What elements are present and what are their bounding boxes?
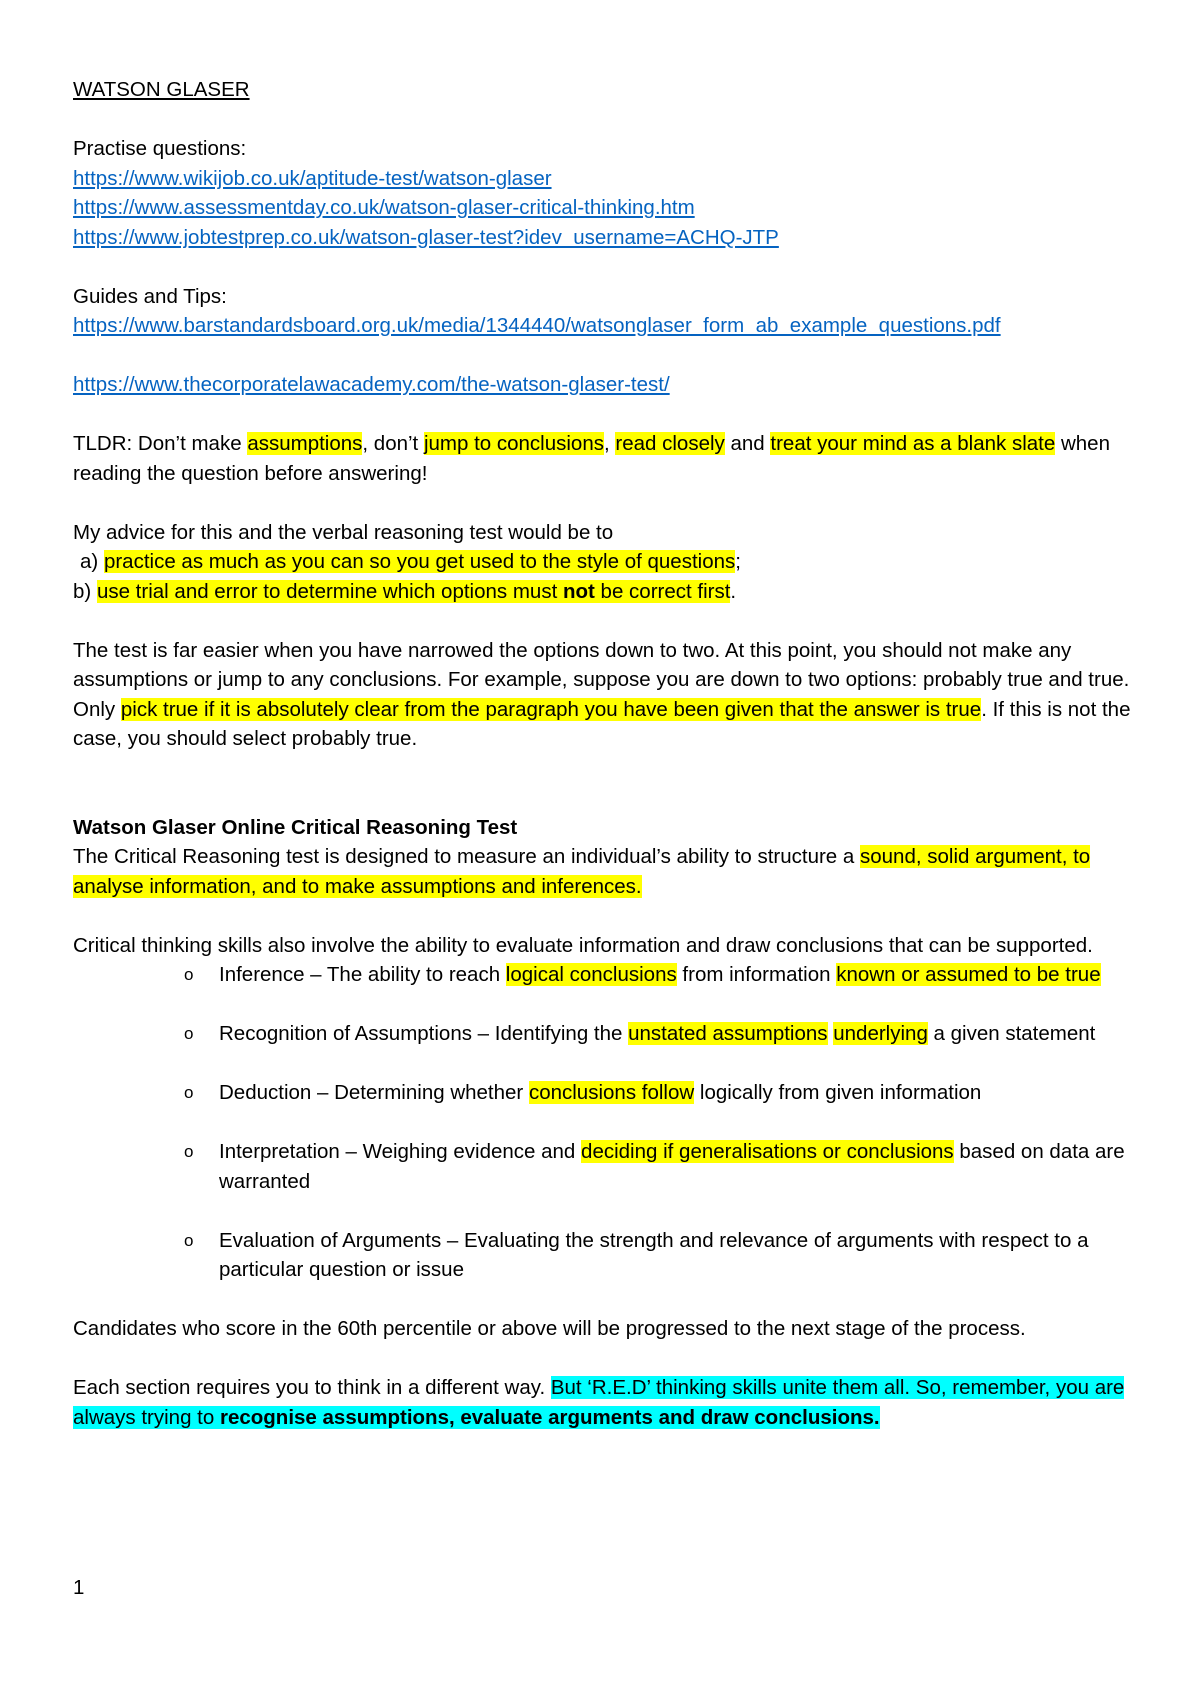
bullet-icon: o	[184, 965, 194, 984]
advice-item-b: b) use trial and error to determine which options must not be correct first.	[73, 579, 737, 603]
critical-reasoning-paragraph: The Critical Reasoning test is designed to measure an individual’s ability to structure a sound, solid argument, to analyse information, and to make assumptions and inferences.	[73, 845, 1091, 898]
link-wikijob[interactable]: https://www.wikijob.co.uk/aptitude-test/watson-glaser	[73, 166, 552, 190]
page-number: 1	[73, 1576, 85, 1599]
highlight-assumptions: assumptions	[247, 432, 363, 455]
document-page	[73, 75, 1143, 1432]
skills-intro: Critical thinking skills also involve the ability to evaluate information and draw conclusions that can be supported.	[73, 933, 1093, 957]
highlight-underlying: underlying	[833, 1022, 928, 1045]
highlight-pick-true: pick true if it is absolutely clear from the paragraph you have been given that the answer is true	[120, 697, 982, 721]
list-item-evaluation: o Evaluation of Arguments – Evaluating the strength and relevance of arguments with respect to a particular question or issue	[73, 1226, 1143, 1285]
bullet-icon: o	[184, 1024, 194, 1043]
highlight-known-or-assumed: known or assumed to be true	[836, 963, 1101, 986]
percentile-paragraph: Candidates who score in the 60th percentile or above will be progressed to the next stage of the process.	[73, 1317, 1026, 1340]
highlight-generalisations: deciding if generalisations or conclusions	[581, 1140, 954, 1163]
list-item-inference: o Inference – The ability to reach logical conclusions from information known or assumed to be true	[73, 960, 1143, 990]
advice-intro: My advice for this and the verbal reasoning test would be to	[73, 520, 614, 544]
tldr-paragraph: TLDR: Don’t make assumptions, don’t jump to conclusions, read closely and treat your mind as a blank slate when reading the question before answering!	[73, 432, 1110, 485]
highlight-jump-to-conclusions: jump to conclusions	[423, 432, 604, 455]
highlight-logical-conclusions: logical conclusions	[505, 963, 677, 986]
link-jobtestprep[interactable]: https://www.jobtestprep.co.uk/watson-glaser-test?idev_username=ACHQ-JTP	[73, 225, 779, 249]
highlight-unstated-assumptions: unstated assumptions	[628, 1022, 828, 1045]
highlight-conclusions-follow: conclusions follow	[528, 1081, 695, 1104]
bullet-icon: o	[184, 1083, 194, 1102]
list-item-interpretation: o Interpretation – Weighing evidence and deciding if generalisations or conclusions based on data are warranted	[73, 1137, 1143, 1196]
highlight-red-thinking: But ‘R.E.D’ thinking skills unite them all. So, remember, you are always trying to recognise assumptions, evaluate arguments and draw conclusions.	[73, 1376, 1125, 1429]
skills-list	[73, 960, 1143, 1285]
link-corporatelawacademy[interactable]: https://www.thecorporatelawacademy.com/the-watson-glaser-test/	[73, 373, 670, 396]
guides-tips-label: Guides and Tips:	[73, 284, 227, 308]
section-heading: Watson Glaser Online Critical Reasoning Test	[73, 815, 518, 839]
practise-questions-label: Practise questions:	[73, 137, 247, 160]
list-item-assumptions: o Recognition of Assumptions – Identifying the unstated assumptions underlying a given statement	[73, 1019, 1143, 1049]
list-item-deduction: o Deduction – Determining whether conclusions follow logically from given information	[73, 1078, 1143, 1108]
highlight-sound-solid-argument: sound, solid argument, to analyse information, and to make assumptions and inferences.	[73, 845, 1091, 898]
highlight-practice: practice as much as you can so you get used to the style of questions	[103, 550, 736, 573]
highlight-read-closely: read closely	[615, 432, 725, 455]
bullet-icon: o	[184, 1230, 194, 1250]
link-assessmentday[interactable]: https://www.assessmentday.co.uk/watson-glaser-critical-thinking.htm	[73, 196, 695, 219]
link-barstandardsboard[interactable]: https://www.barstandardsboard.org.uk/media/1344440/watsonglaser_form_ab_example_questions.pdf	[73, 314, 1001, 337]
easier-paragraph: The test is far easier when you have narrowed the options down to two. At this point, you should not make any assumptions or jump to any conclusions. For example, suppose you are down to two options: probably true and true. Only pick true if it is absolutely clear from the paragraph you have been given that the answer is true. If this is not the case, you should select probably true.	[73, 638, 1131, 750]
red-paragraph: Each section requires you to think in a different way. But ‘R.E.D’ thinking skills unite them all. So, remember, you are always trying to recognise assumptions, evaluate arguments and draw conclusions.	[73, 1376, 1125, 1429]
advice-item-a: a) practice as much as you can so you get used to the style of questions;	[80, 550, 741, 573]
highlight-blank-slate: treat your mind as a blank slate	[770, 432, 1056, 455]
highlight-trial-and-error: use trial and error to determine which options must not be correct first	[96, 579, 731, 603]
bullet-icon: o	[184, 1142, 194, 1161]
document-title: WATSON GLASER	[73, 78, 250, 101]
